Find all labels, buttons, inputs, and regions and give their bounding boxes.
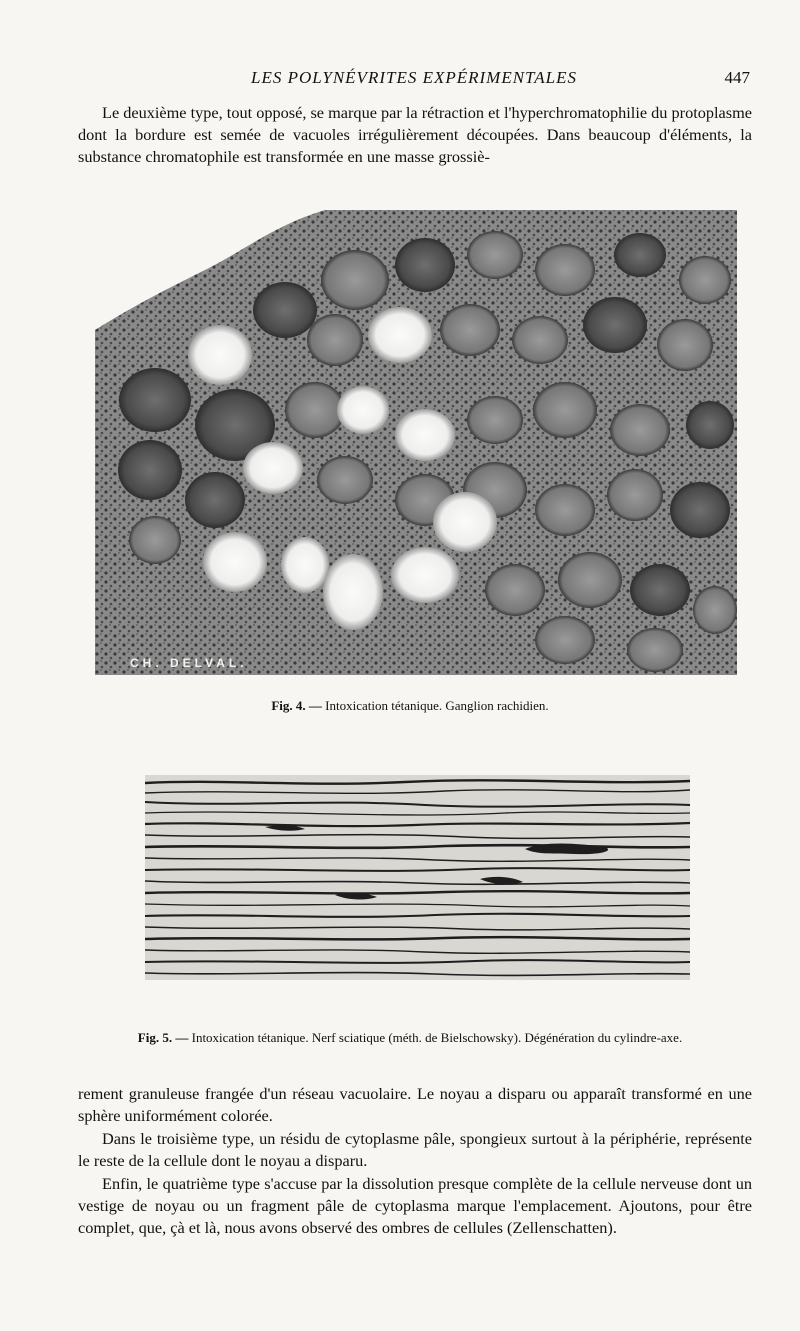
running-title: LES POLYNÉVRITES EXPÉRIMENTALES: [251, 68, 577, 87]
paragraph-1: Le deuxième type, tout opposé, se marque par la rétraction et l'hyperchromatophilie du protoplasme dont la bordure est semée de vacuoles irrégulièrement découpées. Dans beaucoup d'éléments, la substance chromatophile est transformée en une masse grossiè-: [78, 103, 752, 167]
figure-5-drawing: [145, 775, 690, 980]
figure-4-label: Fig. 4. —: [271, 698, 322, 713]
figure-5-caption-text: Intoxication tétanique. Nerf sciatique (méth. de Bielschowsky). Dégénération du cylindre-axe.: [191, 1030, 683, 1045]
figure-5-caption: [60, 1030, 760, 1046]
figure-5-label: Fig. 5. —: [137, 1030, 189, 1045]
figure-4-caption: [60, 698, 760, 714]
running-head: [78, 68, 750, 92]
page-number: 447: [724, 68, 750, 87]
figure-4-credit: CH. DELVAL.: [130, 656, 248, 670]
paragraph-1-continued: rement granuleuse frangée d'un réseau vacuolaire. Le noyau a disparu ou apparaît transformé en une sphère uniformément colorée.: [78, 1084, 752, 1126]
paragraph-3: Enfin, le quatrième type s'accuse par la dissolution presque complète de la cellule nerveuse dont un vestige de noyau ou un fragment pâle de cytoplasma marque l'emplacement. Ajoutons, pour être complet, que, çà et là, nous avons observé des ombres de cellules (Zellenschatten).: [78, 1174, 752, 1238]
figure-4-caption-text: Intoxication tétanique. Ganglion rachidien.: [325, 698, 549, 713]
paragraph-2: Dans le troisième type, un résidu de cytoplasme pâle, spongieux surtout à la périphérie, représente le reste de la cellule dont le noyau a disparu.: [78, 1129, 752, 1171]
figure-4-micrograph: [95, 210, 737, 675]
